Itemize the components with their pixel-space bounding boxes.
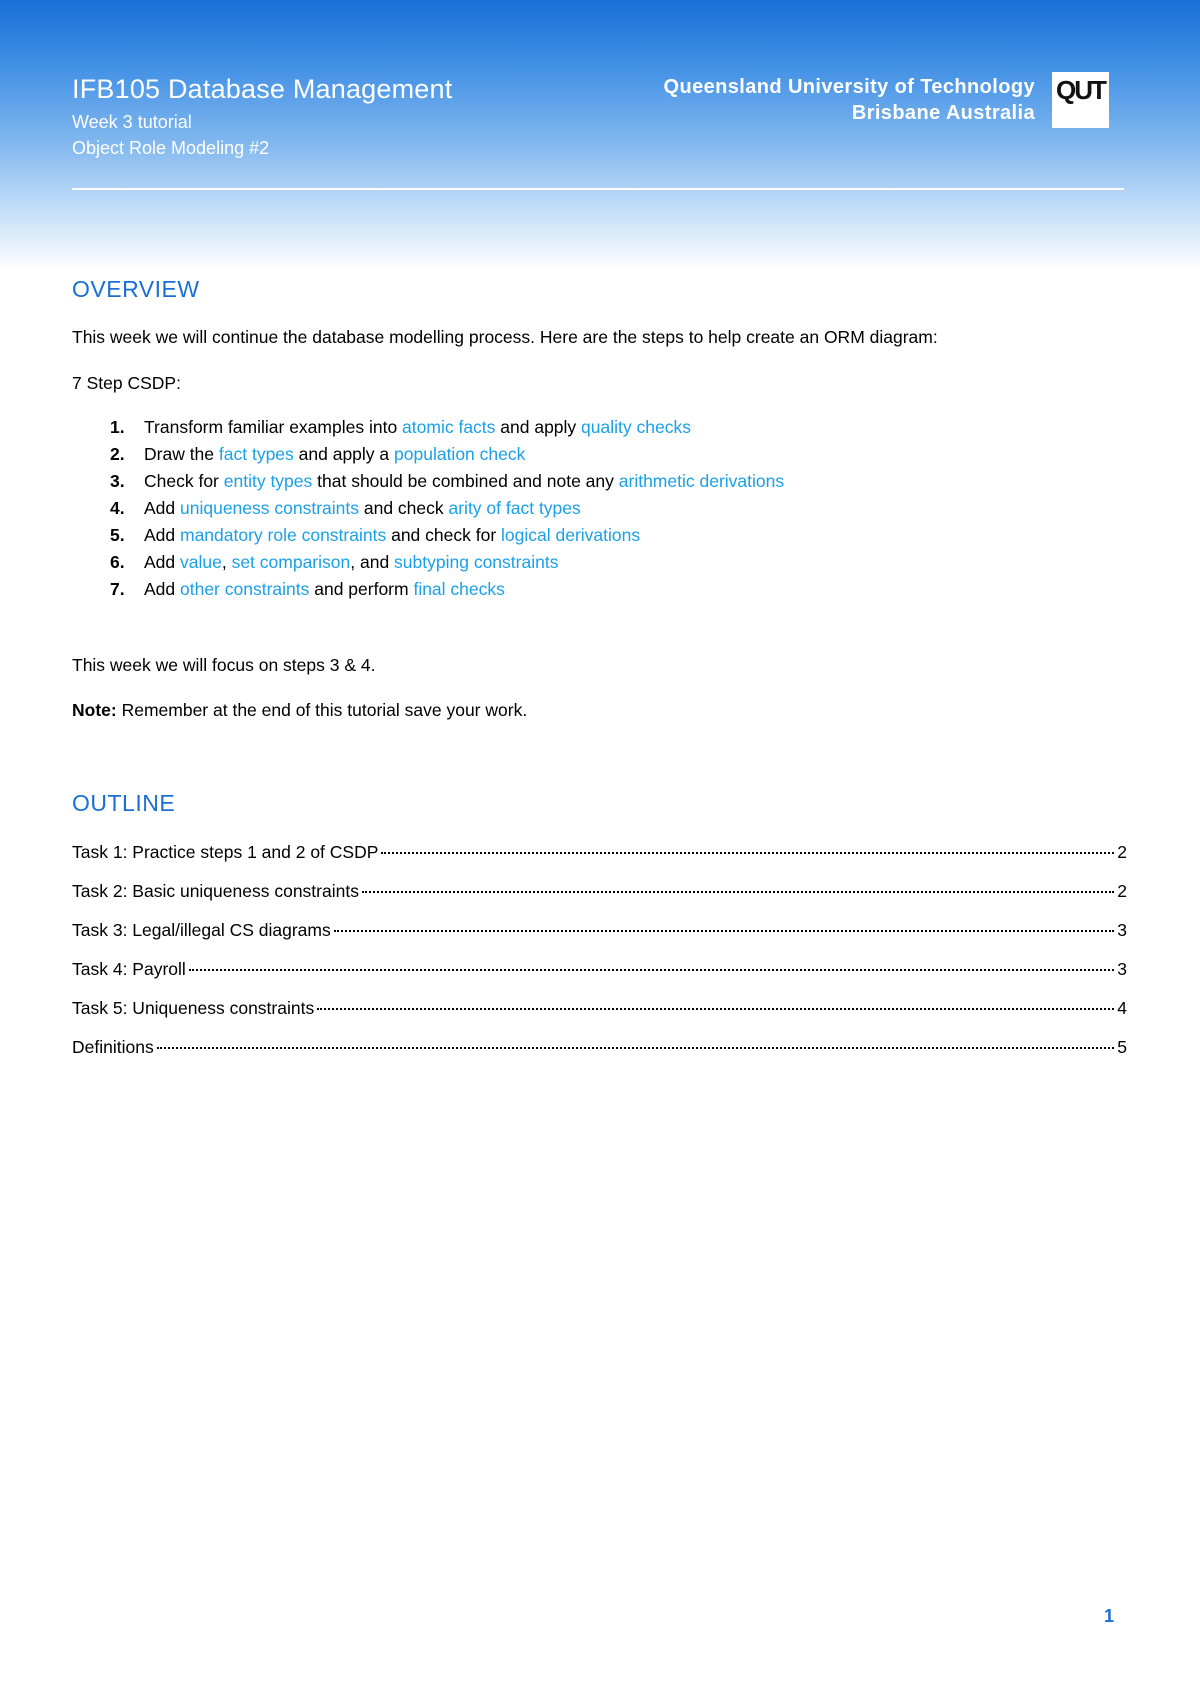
university-location: Brisbane Australia (851, 102, 1035, 124)
step-text: Add (144, 498, 180, 518)
toc-entry-task-3[interactable] (72, 920, 1127, 959)
step-keyword: final checks (413, 579, 505, 599)
step-keyword: arithmetic derivations (618, 471, 785, 491)
toc-page[interactable]: 5 (1117, 1037, 1127, 1057)
list-item (72, 416, 784, 443)
toc-title[interactable]: Task 3: Legal/illegal CS diagrams (72, 920, 331, 940)
step-text: and check (359, 498, 449, 518)
toc-page[interactable]: 3 (1117, 959, 1127, 979)
toc-page[interactable]: 3 (1117, 920, 1127, 940)
step-text: that should be combined and note any (312, 471, 619, 491)
step-number: 2. (110, 444, 125, 464)
step-number: 3. (110, 471, 125, 491)
note-label: Note: (72, 700, 117, 720)
step-keyword: population check (394, 444, 526, 464)
step-text: and check for (386, 525, 502, 545)
step-text: and perform (309, 579, 414, 599)
step-keyword: mandatory role constraints (180, 525, 387, 545)
note-text: Remember at the end of this tutorial save your work. (116, 700, 528, 720)
toc-title[interactable]: Task 5: Uniqueness constraints (72, 998, 315, 1018)
step-keyword: value (180, 552, 222, 572)
overview-intro: This week we will continue the database modelling process. Here are the steps to help create an ORM diagram: (72, 327, 938, 347)
step-text: and apply a (293, 444, 395, 464)
topic-label: Object Role Modeling #2 (72, 138, 270, 158)
toc-entry-task-5[interactable] (72, 998, 1127, 1037)
toc-leader (362, 891, 1114, 893)
list-item (72, 551, 784, 578)
toc-page[interactable]: 2 (1117, 842, 1127, 862)
toc-entry-task-2[interactable] (72, 881, 1127, 920)
step-keyword: entity types (223, 471, 313, 491)
toc-entry-task-4[interactable] (72, 959, 1127, 998)
toc-title[interactable]: Task 1: Practice steps 1 and 2 of CSDP (72, 842, 379, 862)
toc-title[interactable]: Task 2: Basic uniqueness constraints (72, 881, 359, 901)
step-number: 5. (110, 525, 125, 545)
week-label: Week 3 tutorial (72, 112, 192, 132)
step-number: 4. (110, 498, 125, 518)
toc-title[interactable]: Definitions (72, 1037, 154, 1057)
step-number: 7. (110, 579, 125, 599)
table-of-contents (72, 842, 1127, 1076)
list-item (72, 443, 784, 470)
outline-heading: OUTLINE (72, 790, 176, 816)
step-text: , and (350, 552, 395, 572)
step-text: Add (144, 525, 180, 545)
header-divider (72, 188, 1124, 190)
step-keyword: fact types (218, 444, 294, 464)
toc-leader (334, 930, 1115, 932)
step-text: Add (144, 579, 180, 599)
toc-leader (189, 969, 1114, 971)
step-keyword: set comparison (231, 552, 351, 572)
step-keyword: subtyping constraints (394, 552, 559, 572)
list-item (72, 470, 784, 497)
toc-entry-task-1[interactable] (72, 842, 1127, 881)
toc-leader (381, 852, 1114, 854)
step-text: Draw the (144, 444, 219, 464)
step-text: , (221, 552, 232, 572)
page-number: 1 (1104, 1606, 1115, 1626)
university-name: Queensland University of Technology (663, 76, 1035, 98)
university-block (664, 74, 1035, 126)
toc-leader (317, 1008, 1114, 1010)
overview-heading: OVERVIEW (72, 276, 200, 302)
focus-statement: This week we will focus on steps 3 & 4. (72, 655, 376, 675)
step-keyword: atomic facts (402, 417, 496, 437)
step-keyword: quality checks (581, 417, 691, 437)
note-line (72, 699, 527, 721)
list-item (72, 524, 784, 551)
qut-logo: QUT (1052, 72, 1109, 128)
toc-page[interactable]: 4 (1117, 998, 1127, 1018)
step-keyword: logical derivations (501, 525, 641, 545)
toc-leader (157, 1047, 1115, 1049)
toc-entry-definitions[interactable] (72, 1037, 1127, 1076)
steps-label: 7 Step CSDP: (72, 373, 181, 393)
csdp-steps-list (72, 416, 784, 605)
step-keyword: uniqueness constraints (180, 498, 359, 518)
toc-title[interactable]: Task 4: Payroll (72, 959, 186, 979)
step-keyword: other constraints (180, 579, 310, 599)
step-text: Check for (144, 471, 224, 491)
toc-page[interactable]: 2 (1117, 881, 1127, 901)
step-keyword: arity of fact types (448, 498, 581, 518)
list-item (72, 578, 784, 605)
step-text: Transform familiar examples into (144, 417, 403, 437)
step-text: Add (144, 552, 180, 572)
course-title: IFB105 Database Management (72, 74, 453, 104)
header-banner (0, 0, 1200, 270)
step-text: and apply (495, 417, 582, 437)
list-item (72, 497, 784, 524)
step-number: 1. (110, 417, 125, 437)
step-number: 6. (110, 552, 125, 572)
